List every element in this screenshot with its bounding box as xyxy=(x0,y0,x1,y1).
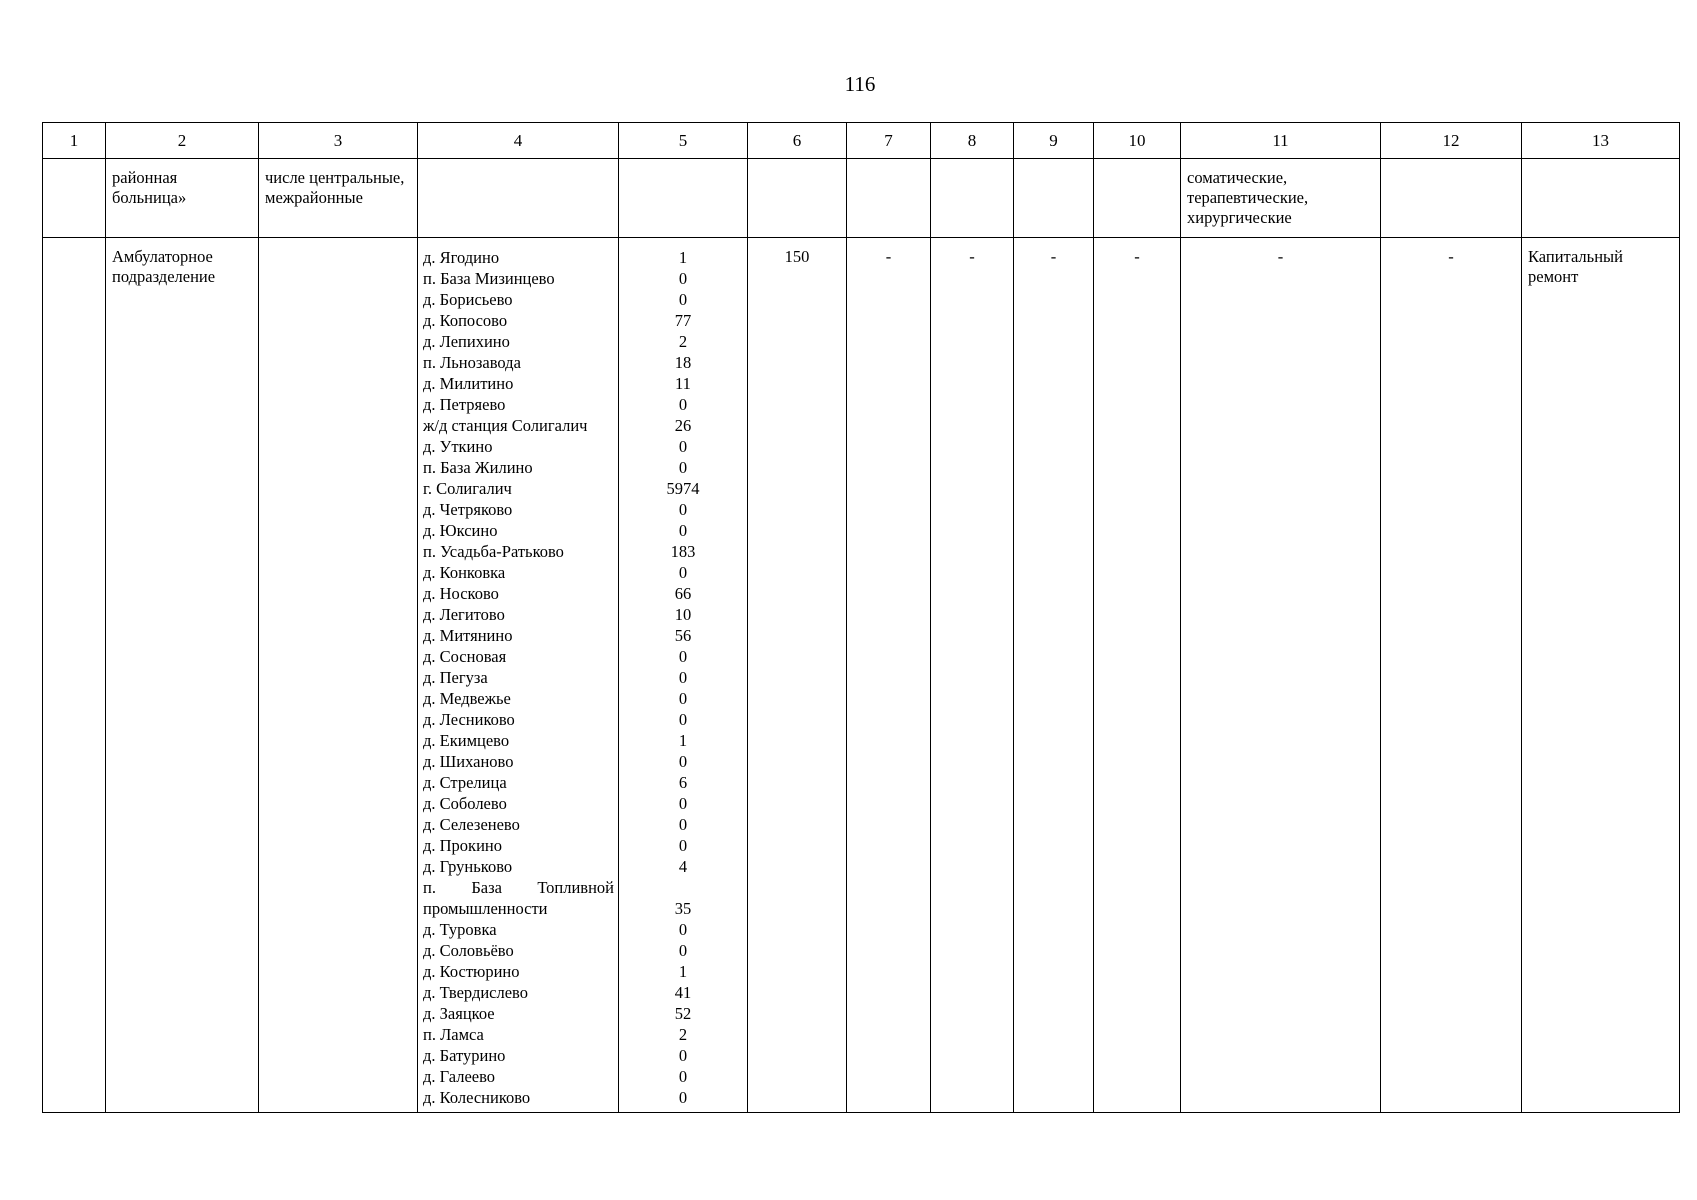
table-cell xyxy=(619,238,748,1113)
hospital-data-table xyxy=(42,122,1680,1113)
settlement-population: 0 xyxy=(678,395,688,414)
settlement-name: д. Легитово xyxy=(423,605,505,624)
settlement-population: 0 xyxy=(678,1088,688,1107)
table-row xyxy=(43,238,1680,1113)
capacity-value: 150 xyxy=(784,247,810,266)
settlement-name: д. Селезенево xyxy=(423,815,520,834)
population-list xyxy=(619,238,747,1108)
settlement-name: д. Петряево xyxy=(423,395,506,414)
settlement-population: 10 xyxy=(674,605,692,624)
settlement-name: д. Копосово xyxy=(423,311,508,330)
table-cell xyxy=(748,238,847,1113)
settlement-name: д. Шиханово xyxy=(423,752,514,771)
column-number-cell: 10 xyxy=(1094,123,1181,159)
settlement-population: 11 xyxy=(675,374,691,393)
settlement-population: 0 xyxy=(678,1046,688,1065)
settlement-name: д. Конковка xyxy=(423,563,506,582)
subdivision-name: Амбулаторное подразделение xyxy=(112,247,216,286)
table-cell xyxy=(43,238,106,1113)
table-cell xyxy=(1381,238,1522,1113)
settlement-name: д. Твердислево xyxy=(423,983,528,1002)
table-cell xyxy=(43,159,106,238)
column-number-cell: 11 xyxy=(1181,123,1381,159)
table-cell xyxy=(259,159,418,238)
settlement-name: д. Четряково xyxy=(423,500,513,519)
table-cell xyxy=(106,238,259,1113)
table-cell xyxy=(1014,159,1094,238)
column-number-row xyxy=(43,123,1680,159)
dash-value: - xyxy=(885,247,892,266)
settlement-name: д. Костюрино xyxy=(423,962,520,981)
institution-name-continued: районная больница» xyxy=(112,168,187,207)
settlement-name: д. Ягодино xyxy=(423,248,500,267)
table-cell xyxy=(1094,159,1181,238)
table-cell xyxy=(106,159,259,238)
dash-value: - xyxy=(1134,247,1140,266)
dash-value: - xyxy=(969,247,975,266)
settlement-name: д. Прокино xyxy=(423,836,502,855)
settlement-name: д. Екимцево xyxy=(423,731,510,750)
settlement-population: 56 xyxy=(674,626,692,645)
table-cell xyxy=(748,159,847,238)
settlement-population: 0 xyxy=(678,563,688,582)
settlement-population: 0 xyxy=(678,668,688,687)
column-number-cell: 6 xyxy=(748,123,847,159)
settlement-name: д. Соболево xyxy=(423,794,507,813)
table-cell xyxy=(418,238,619,1113)
settlement-population: 2 xyxy=(678,1025,688,1044)
settlement-population: 0 xyxy=(678,815,688,834)
settlement-population: 6 xyxy=(678,773,688,792)
settlement-name: д. Пегуза xyxy=(423,668,488,687)
table-cell xyxy=(619,159,748,238)
settlement-name: д. Уткино xyxy=(423,437,493,456)
column-number-cell: 1 xyxy=(43,123,106,159)
settlement-name: д. Сосновая xyxy=(423,647,507,666)
settlement-population: 0 xyxy=(678,794,688,813)
settlement-name: д. Туровка xyxy=(423,920,497,939)
settlement-population: 0 xyxy=(678,437,688,456)
column-number-cell: 12 xyxy=(1381,123,1522,159)
settlement-population: 41 xyxy=(674,983,692,1002)
settlement-population: 0 xyxy=(678,752,688,771)
settlement-name: д. Груньково xyxy=(423,857,513,876)
table-cell xyxy=(847,159,931,238)
settlement-population: 26 xyxy=(674,416,692,435)
settlement-name: д. Стрелица xyxy=(423,773,507,792)
table-cell xyxy=(418,159,619,238)
column-number-cell: 8 xyxy=(931,123,1014,159)
settlement-name: д. Юксино xyxy=(423,521,498,540)
settlement-name: д. Батурино xyxy=(423,1046,506,1065)
table-cell xyxy=(259,238,418,1113)
settlement-population: 77 xyxy=(674,311,692,330)
settlement-population: 1 xyxy=(678,731,688,750)
settlement-population: 5974 xyxy=(666,479,700,498)
settlement-population: 0 xyxy=(678,500,688,519)
settlement-name: д. Борисьево xyxy=(423,290,513,309)
column-number-cell: 3 xyxy=(259,123,418,159)
settlement-name: д. Носково xyxy=(423,584,499,603)
settlement-population: 66 xyxy=(674,584,692,603)
dash-value: - xyxy=(1050,247,1057,266)
settlement-name: п. База Жилино xyxy=(423,458,533,477)
settlement-name: д. Соловьёво xyxy=(423,941,514,960)
settlement-list xyxy=(418,238,618,1108)
settlement-name: п. Льнозавода xyxy=(423,353,521,372)
column-number-cell: 4 xyxy=(418,123,619,159)
settlement-name: д. Колесниково xyxy=(423,1088,531,1107)
settlement-population: 0 xyxy=(678,836,688,855)
settlement-name: г. Солигалич xyxy=(423,479,512,498)
settlement-name: ж/д станция Солигалич xyxy=(423,416,588,435)
settlement-population: 0 xyxy=(678,710,688,729)
column-number-cell: 9 xyxy=(1014,123,1094,159)
settlement-population: 2 xyxy=(678,332,688,351)
settlement-name: д. Лесниково xyxy=(423,710,515,729)
settlement-population: 0 xyxy=(678,521,688,540)
settlement-name: п. Ламса xyxy=(423,1025,484,1044)
column-number-cell: 13 xyxy=(1522,123,1680,159)
page-number: 116 xyxy=(844,72,876,96)
table-row xyxy=(43,159,1680,238)
settlement-name: д. Милитино xyxy=(423,374,514,393)
settlement-name: д. Митянино xyxy=(423,626,513,645)
settlement-population: 0 xyxy=(678,941,688,960)
table-cell xyxy=(931,238,1014,1113)
settlement-population: 0 xyxy=(678,290,688,309)
column-number-cell: 2 xyxy=(106,123,259,159)
table-cell xyxy=(1181,159,1381,238)
institution-type-continued: числе центральные, межрайонные xyxy=(265,168,405,207)
table-cell xyxy=(1014,238,1094,1113)
settlement-name: д. Медвежье xyxy=(423,689,511,708)
dash-value: - xyxy=(1277,247,1284,266)
table-cell xyxy=(1094,238,1181,1113)
settlement-population: 35 xyxy=(674,899,692,918)
table-cell xyxy=(1381,159,1522,238)
settlement-population: 0 xyxy=(678,269,688,288)
dash-value: - xyxy=(1448,247,1454,266)
column-number-cell: 5 xyxy=(619,123,748,159)
settlement-population: 18 xyxy=(674,353,692,372)
settlement-name: д. Галеево xyxy=(423,1067,496,1086)
settlement-population: 183 xyxy=(670,542,696,561)
table-cell xyxy=(847,238,931,1113)
settlement-name: д. Заяцкое xyxy=(423,1004,495,1023)
settlement-population: 0 xyxy=(678,458,688,477)
settlement-population: 0 xyxy=(678,647,688,666)
settlement-population: 0 xyxy=(678,689,688,708)
settlement-population: 52 xyxy=(674,1004,692,1023)
settlement-population: 1 xyxy=(678,248,688,267)
settlement-name: д. Лепихино xyxy=(423,332,510,351)
table-cell xyxy=(1522,238,1680,1113)
table-cell xyxy=(931,159,1014,238)
table-cell xyxy=(1181,238,1381,1113)
settlement-population: 1 xyxy=(678,962,688,981)
settlement-name: п. Усадьба-Ратьково xyxy=(423,542,564,561)
settlement-name: п. База Топливной промышленности xyxy=(423,878,614,918)
planned-action: Капитальный ремонт xyxy=(1528,247,1623,286)
settlement-population: 0 xyxy=(678,1067,688,1086)
settlement-population: 4 xyxy=(678,857,688,876)
settlement-name: п. База Мизинцево xyxy=(423,269,555,288)
table-cell xyxy=(1522,159,1680,238)
bed-profile-continued: соматические, терапевтические, хирургические xyxy=(1187,168,1309,227)
column-number-cell: 7 xyxy=(847,123,931,159)
settlement-population: 0 xyxy=(678,920,688,939)
